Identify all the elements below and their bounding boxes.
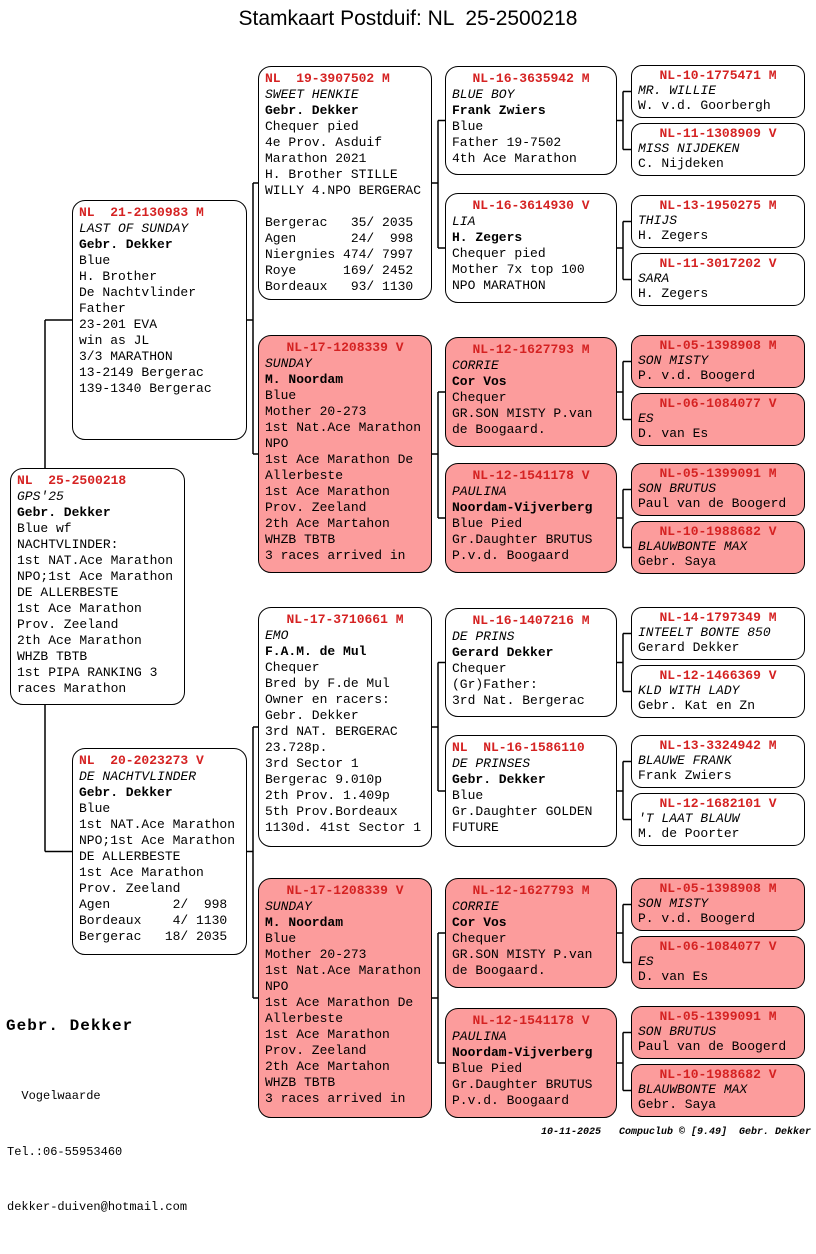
bird-owner: Frank Zwiers	[452, 103, 546, 118]
bird-owner: H. Zegers	[638, 228, 709, 243]
pedigree-box-sonbrutus1	[631, 463, 805, 516]
pedigree-box-blauwbonte2	[631, 1064, 805, 1117]
bird-detail-line: 2th Ace Marathon	[17, 633, 142, 648]
pedigree-box-paulina2	[445, 1008, 617, 1118]
bird-detail-line: 2th Ace Martahon	[265, 1059, 390, 1074]
bird-detail-line: Marathon 2021	[265, 151, 367, 166]
bird-detail-line: Gr.Daughter BRUTUS	[452, 1077, 593, 1092]
ring-number: NL 19-3907502 M	[265, 71, 390, 86]
bird-detail-line: 1st Nat.Ace Marathon	[265, 420, 422, 435]
bird-detail-line: Blue	[79, 253, 111, 268]
pedigree-box-nl19	[258, 66, 432, 300]
bird-detail-line: P.v.d. Boogaard	[452, 548, 570, 563]
bird-owner: W. v.d. Goorbergh	[638, 98, 771, 113]
bird-owner: Gebr. Saya	[638, 554, 717, 569]
bird-name: ES	[638, 954, 654, 969]
bird-owner: Noordam-Vijverberg	[452, 1045, 593, 1060]
ring-number: NL-11-1308909 V	[659, 126, 777, 141]
ring-number: NL-14-1797349 M	[659, 610, 777, 625]
bird-name: SUNDAY	[265, 899, 312, 914]
bird-name: LIA	[452, 214, 476, 229]
bird-detail-line: 1130d. 41st Sector 1	[265, 820, 422, 835]
bird-name: KLD WITH LADY	[638, 683, 740, 698]
bird-detail-line: Blue	[265, 931, 297, 946]
bird-detail-line: NPO MARATHON	[452, 278, 546, 293]
bird-detail-line: 23-201 EVA	[79, 317, 158, 332]
bird-name: CORRIE	[452, 358, 499, 373]
bird-detail-line: NACHTVLINDER:	[17, 537, 119, 552]
bird-detail-line: de Boogaard.	[452, 963, 546, 978]
bird-detail-line: Bordeaux 93/ 1130	[265, 279, 414, 294]
bird-detail-line: 1st Ace Marathon De	[265, 452, 414, 467]
bird-detail-line: 1st NAT.Ace Marathon	[17, 553, 174, 568]
bird-detail-line: NPO	[265, 979, 289, 994]
bird-owner: Gebr. Dekker	[79, 785, 173, 800]
bird-detail-line: Blue	[452, 119, 484, 134]
bird-detail-line: Chequer pied	[265, 119, 359, 134]
pedigree-box-tlaat	[631, 793, 805, 846]
bird-detail-line: 1st Ace Marathon De	[265, 995, 414, 1010]
bird-detail-line: Blue	[79, 801, 111, 816]
ring-number: NL-12-1682101 V	[659, 796, 777, 811]
bird-name: BLAUWE FRANK	[638, 753, 732, 768]
pedigree-box-thijs	[631, 195, 805, 248]
bird-detail-line: Bergerac 18/ 2035	[79, 929, 228, 944]
bird-detail-line: WILLY 4.NPO BERGERAC	[265, 183, 422, 198]
bird-detail-line: Bordeaux 4/ 1130	[79, 913, 228, 928]
ring-number: NL-05-1399091 M	[659, 466, 777, 481]
bird-detail-line: Bred by F.de Mul	[265, 676, 390, 691]
bird-detail-line: NPO;1st Ace Marathon	[79, 833, 236, 848]
bird-name: GPS'25	[17, 489, 64, 504]
bird-detail-line: Father	[79, 301, 126, 316]
bird-detail-line: 2th Prov. 1.409p	[265, 788, 390, 803]
pedigree-box-es1	[631, 393, 805, 446]
bird-detail-line: WHZB TBTB	[17, 649, 88, 664]
bird-detail-line: Blue wf	[17, 521, 72, 536]
bird-name: INTEELT BONTE 850	[638, 625, 771, 640]
bird-detail-line: Prov. Zeeland	[265, 500, 367, 515]
pedigree-box-nijdeken	[631, 123, 805, 176]
pedigree-box-sonmisty2	[631, 878, 805, 931]
bird-owner: Gebr. Dekker	[452, 772, 546, 787]
bird-name: CORRIE	[452, 899, 499, 914]
bird-owner: Cor Vos	[452, 915, 507, 930]
bird-detail-line: Blue Pied	[452, 1061, 523, 1076]
bird-owner: Gerard Dekker	[452, 645, 554, 660]
bird-detail-line: 3rd Sector 1	[265, 756, 359, 771]
bird-detail-line: 4e Prov. Asduif	[265, 135, 383, 150]
pedigree-box-prins	[445, 608, 617, 717]
pedigree-box-kld	[631, 665, 805, 718]
ring-number: NL-06-1084077 V	[659, 396, 777, 411]
bird-detail-line: Allerbeste	[265, 468, 344, 483]
page-title: Stamkaart Postduif: NL 25-2500218	[238, 7, 578, 30]
bird-detail-line: 4th Ace Marathon	[452, 151, 577, 166]
bird-detail-line: GR.SON MISTY P.van	[452, 947, 593, 962]
ring-number: NL-12-1627793 M	[472, 342, 590, 357]
bird-owner: Paul van de Boogerd	[638, 1039, 787, 1054]
bird-detail-line: 5th Prov.Bordeaux	[265, 804, 398, 819]
bird-detail-line: 3/3 MARATHON	[79, 349, 173, 364]
bird-detail-line: Bergerac 9.010p	[265, 772, 383, 787]
bird-detail-line: 3rd Nat. Bergerac	[452, 693, 585, 708]
ring-number: NL-11-3017202 V	[659, 256, 777, 271]
bird-owner: Cor Vos	[452, 374, 507, 389]
bird-name: SON BRUTUS	[638, 481, 717, 496]
bird-detail-line: win as JL	[79, 333, 150, 348]
bird-detail-line: Prov. Zeeland	[17, 617, 119, 632]
bird-name: ES	[638, 411, 654, 426]
bird-owner: P. v.d. Boogerd	[638, 368, 756, 383]
bird-name: SUNDAY	[265, 356, 312, 371]
bird-detail-line: NPO;1st Ace Marathon	[17, 569, 174, 584]
bird-detail-line: 1st PIPA RANKING 3	[17, 665, 158, 680]
bird-name: MR. WILLIE	[638, 83, 717, 98]
footer-owner-name: Gebr. Dekker	[6, 1017, 134, 1035]
pedigree-box-sunday1	[258, 335, 432, 573]
bird-owner: M. Noordam	[265, 915, 344, 930]
bird-detail-line: 1st NAT.Ace Marathon	[79, 817, 236, 832]
bird-name: DE NACHTVLINDER	[79, 769, 197, 784]
bird-owner: Gebr. Kat en Zn	[638, 698, 756, 713]
bird-detail-line: Father 19-7502	[452, 135, 562, 150]
bird-detail-line: H. Brother	[79, 269, 158, 284]
bird-owner: P. v.d. Boogerd	[638, 911, 756, 926]
pedigree-box-corrie1	[445, 337, 617, 447]
bird-detail-line: DE ALLERBESTE	[17, 585, 119, 600]
pedigree-box-blauwbonte1	[631, 521, 805, 574]
ring-number: NL-05-1398908 M	[659, 881, 777, 896]
ring-number: NL-05-1399091 M	[659, 1009, 777, 1024]
bird-detail-line: Mother 20-273	[265, 404, 367, 419]
bird-detail-line: WHZB TBTB	[265, 1075, 336, 1090]
ring-number: NL-12-1627793 M	[472, 883, 590, 898]
ring-number: NL-12-1541178 V	[472, 1013, 590, 1028]
bird-detail-line: Blue	[452, 788, 484, 803]
bird-detail-line: Gebr. Dekker	[265, 708, 359, 723]
pedigree-box-lia	[445, 193, 617, 303]
footer-address: Vogelwaarde	[7, 1089, 101, 1103]
ring-number: NL-16-3635942 M	[472, 71, 590, 86]
bird-detail-line: GR.SON MISTY P.van	[452, 406, 593, 421]
bird-name: BLUE BOY	[452, 87, 515, 102]
footer-print-info: 10-11-2025 Compuclub © [9.49] Gebr. Dekker	[540, 1127, 811, 1138]
bird-owner: Gebr. Dekker	[265, 103, 359, 118]
bird-name: SON MISTY	[638, 896, 709, 911]
bird-name: BLAUWBONTE MAX	[638, 539, 748, 554]
bird-name: 'T LAAT BLAUW	[638, 811, 740, 826]
bird-detail-line: Blue	[265, 388, 297, 403]
pedigree-box-paulina1	[445, 463, 617, 573]
pedigree-box-willie	[631, 65, 805, 118]
bird-detail-line: Mother 20-273	[265, 947, 367, 962]
bird-owner: Gerard Dekker	[638, 640, 740, 655]
bird-name: SWEET HENKIE	[265, 87, 359, 102]
bird-detail-line: 3 races arrived in	[265, 1091, 406, 1106]
bird-detail-line: De Nachtvlinder	[79, 285, 197, 300]
ring-number: NL-10-1988682 V	[659, 524, 777, 539]
bird-detail-line: Mother 7x top 100	[452, 262, 585, 277]
bird-owner: Frank Zwiers	[638, 768, 732, 783]
bird-detail-line: FUTURE	[452, 820, 499, 835]
pedigree-box-main	[10, 468, 185, 705]
ring-number: NL-13-1950275 M	[659, 198, 777, 213]
bird-name: SON MISTY	[638, 353, 709, 368]
bird-detail-line: 1st Ace Marathon	[265, 484, 390, 499]
ring-number: NL-17-1208339 V	[286, 340, 404, 355]
bird-owner: Paul van de Boogerd	[638, 496, 787, 511]
bird-name: DE PRINS	[452, 629, 515, 644]
pedigree-box-prinses	[445, 735, 617, 847]
bird-name: SARA	[638, 271, 670, 286]
bird-detail-line: Chequer	[452, 931, 507, 946]
bird-detail-line: de Boogaard.	[452, 422, 546, 437]
ring-number: NL-17-1208339 V	[286, 883, 404, 898]
footer-phone: Tel.:06-55953460	[7, 1144, 123, 1159]
pedigree-box-sonmisty1	[631, 335, 805, 388]
bird-detail-line: DE ALLERBESTE	[79, 849, 181, 864]
ring-number: NL 25-2500218	[17, 473, 127, 488]
bird-detail-line: 3 races arrived in	[265, 548, 406, 563]
bird-detail-line: 13-2149 Bergerac	[79, 365, 204, 380]
bird-detail-line: H. Brother STILLE	[265, 167, 398, 182]
footer-email: dekker-duiven@hotmail.com	[7, 1200, 188, 1214]
bird-detail-line: Agen 2/ 998	[79, 897, 228, 912]
ring-number: NL NL-16-1586110	[452, 740, 585, 755]
pedigree-box-sara	[631, 253, 805, 306]
bird-owner: C. Nijdeken	[638, 156, 724, 171]
bird-detail-line: Agen 24/ 998	[265, 231, 414, 246]
pedigree-box-blauwefrank	[631, 735, 805, 788]
bird-name: BLAUWBONTE MAX	[638, 1082, 748, 1097]
bird-owner: F.A.M. de Mul	[265, 644, 367, 659]
bird-owner: H. Zegers	[638, 286, 709, 301]
bird-name: DE PRINSES	[452, 756, 531, 771]
ring-number: NL-16-1407216 M	[472, 613, 590, 628]
bird-detail-line: Prov. Zeeland	[79, 881, 181, 896]
bird-detail-line: Gr.Daughter BRUTUS	[452, 532, 593, 547]
ring-number: NL 20-2023273 V	[79, 753, 204, 768]
bird-owner: Gebr. Dekker	[79, 237, 173, 252]
ring-number: NL-10-1988682 V	[659, 1067, 777, 1082]
bird-owner: H. Zegers	[452, 230, 523, 245]
ring-number: NL-12-1466369 V	[659, 668, 777, 683]
bird-detail-line: Gr.Daughter GOLDEN	[452, 804, 593, 819]
bird-name: THIJS	[638, 213, 678, 228]
bird-detail-line: Prov. Zeeland	[265, 1043, 367, 1058]
bird-detail-line: Allerbeste	[265, 1011, 344, 1026]
ring-number: NL-06-1084077 V	[659, 939, 777, 954]
bird-detail-line: Chequer	[452, 390, 507, 405]
pedigree-box-es2	[631, 936, 805, 989]
bird-owner: D. van Es	[638, 426, 709, 441]
ring-number: NL-12-1541178 V	[472, 468, 590, 483]
bird-owner: Gebr. Saya	[638, 1097, 717, 1112]
bird-detail-line: 1st Ace Marathon	[17, 601, 142, 616]
pedigree-box-sunday2	[258, 878, 432, 1118]
ring-number: NL-05-1398908 M	[659, 338, 777, 353]
bird-name: SON BRUTUS	[638, 1024, 717, 1039]
pedigree-box-corrie2	[445, 878, 617, 988]
bird-detail-line: Chequer	[265, 660, 320, 675]
ring-number: NL-17-3710661 M	[286, 612, 404, 627]
ring-number: NL-13-3324942 M	[659, 738, 777, 753]
bird-detail-line: WHZB TBTB	[265, 532, 336, 547]
bird-detail-line: Blue Pied	[452, 516, 523, 531]
bird-detail-line: NPO	[265, 436, 289, 451]
ring-number: NL-16-3614930 V	[472, 198, 590, 213]
bird-detail-line: races Marathon	[17, 681, 127, 696]
bird-name: MISS NIJDEKEN	[638, 141, 740, 156]
pedigree-box-mother	[72, 748, 247, 955]
ring-number: NL-10-1775471 M	[659, 68, 777, 83]
bird-detail-line: P.v.d. Boogaard	[452, 1093, 570, 1108]
bird-detail-line: Roye 169/ 2452	[265, 263, 414, 278]
bird-detail-line: 139-1340 Bergerac	[79, 381, 212, 396]
bird-detail-line: (Gr)Father:	[452, 677, 538, 692]
bird-owner: M. de Poorter	[638, 826, 740, 841]
bird-detail-line: 1st Ace Marathon	[265, 1027, 390, 1042]
pedigree-box-sonbrutus2	[631, 1006, 805, 1059]
bird-detail-line: 3rd NAT. BERGERAC	[265, 724, 398, 739]
pedigree-box-blueboy	[445, 66, 617, 175]
bird-detail-line: Niergnies 474/ 7997	[265, 247, 414, 262]
bird-owner: M. Noordam	[265, 372, 344, 387]
ring-number: NL 21-2130983 M	[79, 205, 204, 220]
bird-detail-line: 23.728p.	[265, 740, 328, 755]
bird-name: EMO	[265, 628, 289, 643]
bird-detail-line: 1st Nat.Ace Marathon	[265, 963, 422, 978]
bird-detail-line: Chequer	[452, 661, 507, 676]
bird-owner: Gebr. Dekker	[17, 505, 111, 520]
bird-owner: D. van Es	[638, 969, 709, 984]
bird-name: LAST OF SUNDAY	[79, 221, 189, 236]
bird-detail-line: Bergerac 35/ 2035	[265, 215, 414, 230]
bird-owner: Noordam-Vijverberg	[452, 500, 593, 515]
pedigree-box-inteelt	[631, 607, 805, 660]
bird-name: PAULINA	[452, 484, 507, 499]
bird-detail-line: Chequer pied	[452, 246, 546, 261]
bird-name: PAULINA	[452, 1029, 507, 1044]
bird-detail-line: Owner en racers:	[265, 692, 390, 707]
bird-detail-line: 2th Ace Martahon	[265, 516, 390, 531]
bird-detail-line	[265, 199, 425, 215]
bird-detail-line: 1st Ace Marathon	[79, 865, 204, 880]
pedigree-box-father	[72, 200, 247, 440]
pedigree-box-emo	[258, 607, 432, 847]
